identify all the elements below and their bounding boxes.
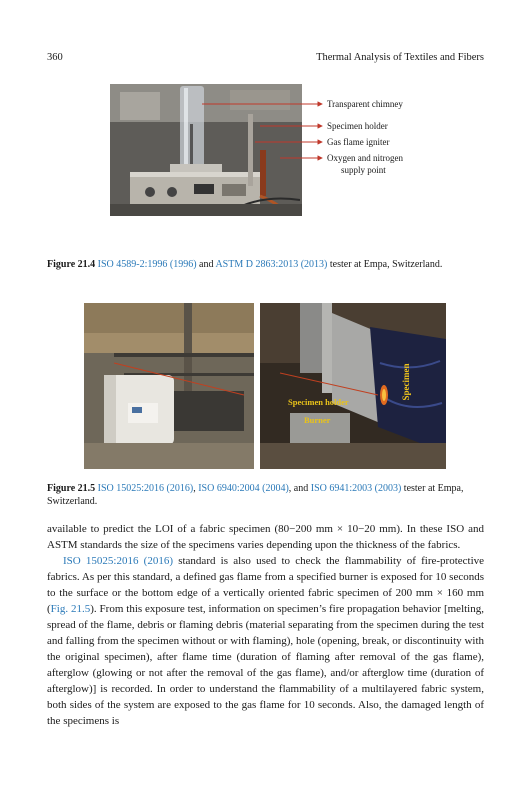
figure-reference-link[interactable]: Fig. 21.5: [50, 603, 91, 615]
body-text: [47, 521, 484, 729]
paragraph: available to predict the LOI of a fabric specimen (80−200 mm × 10−20 mm). In these ISO and ASTM standards the size of the specimens varies depending upon the thickness of the fabrics.: [47, 523, 484, 551]
citation-link-iso-15025[interactable]: ISO 15025:2016 (2016): [63, 555, 174, 567]
flammability-tester-illustration: [84, 303, 254, 469]
figure-label: Figure 21.4: [47, 259, 96, 270]
callout-oxygen-nitrogen: Oxygen and nitrogen: [327, 153, 403, 163]
paragraph-text: ). From this exposure test, information on specimen’s fire propagation behavior [melting, spread of the flame, debris or flaming debris (material separating from the specimen during the test and falling from the specimen without or with flaming), hole (opening, break, or discontinuity with the original specimen), after flame time (duration of flaming after removal of the gas flame), afterglow (glowing or not after the removal of the gas flame), and/or afterglow time (duration of afterglow)] is recorded. In order to understand the flammability of a multilayered fabric system, both sides of the system are exposed to the gas flame for 10 seconds. Also, the damaged length of the specimens is: [47, 603, 484, 727]
figure-21-5-caption: [47, 482, 487, 508]
running-title: Thermal Analysis of Textiles and Fibers: [316, 52, 484, 63]
overlay-burner: Burner: [304, 415, 331, 425]
caption-text: , and: [288, 483, 311, 494]
paragraph: [47, 553, 484, 729]
specimen-burner-photo: [260, 303, 446, 469]
citation-link-astm-d2863[interactable]: ASTM D 2863:2013 (2013): [215, 259, 328, 270]
caption-text: tester at Empa, Switzerland.: [327, 259, 443, 270]
figure-21-4-caption: [47, 258, 487, 271]
caption-text: tester at Empa, Switzerland.: [47, 483, 464, 507]
callout-transparent-chimney: Transparent chimney: [327, 99, 403, 109]
overlay-specimen-holder: Specimen holder: [288, 397, 349, 407]
citation-link-iso-15025[interactable]: ISO 15025:2016 (2016): [97, 483, 194, 494]
callout-supply-point: supply point: [341, 165, 386, 175]
citation-link-iso-6941[interactable]: ISO 6941:2003 (2003): [310, 483, 402, 494]
callout-gas-flame-igniter: Gas flame igniter: [327, 137, 390, 147]
caption-text: ,: [193, 483, 199, 494]
figure-21-4: [110, 84, 420, 220]
figure-label: Figure 21.5: [47, 483, 96, 494]
paragraph-text: standard is also used to check the flammability of fire-protective fabrics. As per this standard, a defined gas flame from a specified burner is exposed for 10 seconds to the surface or the bottom edge of a vertically oriented fabric specimen of 200 mm × 160 mm (: [47, 555, 485, 615]
overlay-specimen-text: Specimen: [401, 363, 411, 401]
overlay-specimen: [398, 353, 412, 413]
page-number: 360: [47, 52, 63, 63]
citation-link-iso-4589[interactable]: ISO 4589-2:1996 (1996): [97, 259, 197, 270]
page-header: [47, 52, 484, 66]
caption-text: and: [196, 259, 216, 270]
citation-link-iso-6940[interactable]: ISO 6940:2004 (2004): [198, 483, 289, 494]
flammability-tester-photo: [84, 303, 254, 469]
callout-specimen-holder: Specimen holder: [327, 121, 388, 131]
specimen-burner-illustration: [260, 303, 446, 469]
